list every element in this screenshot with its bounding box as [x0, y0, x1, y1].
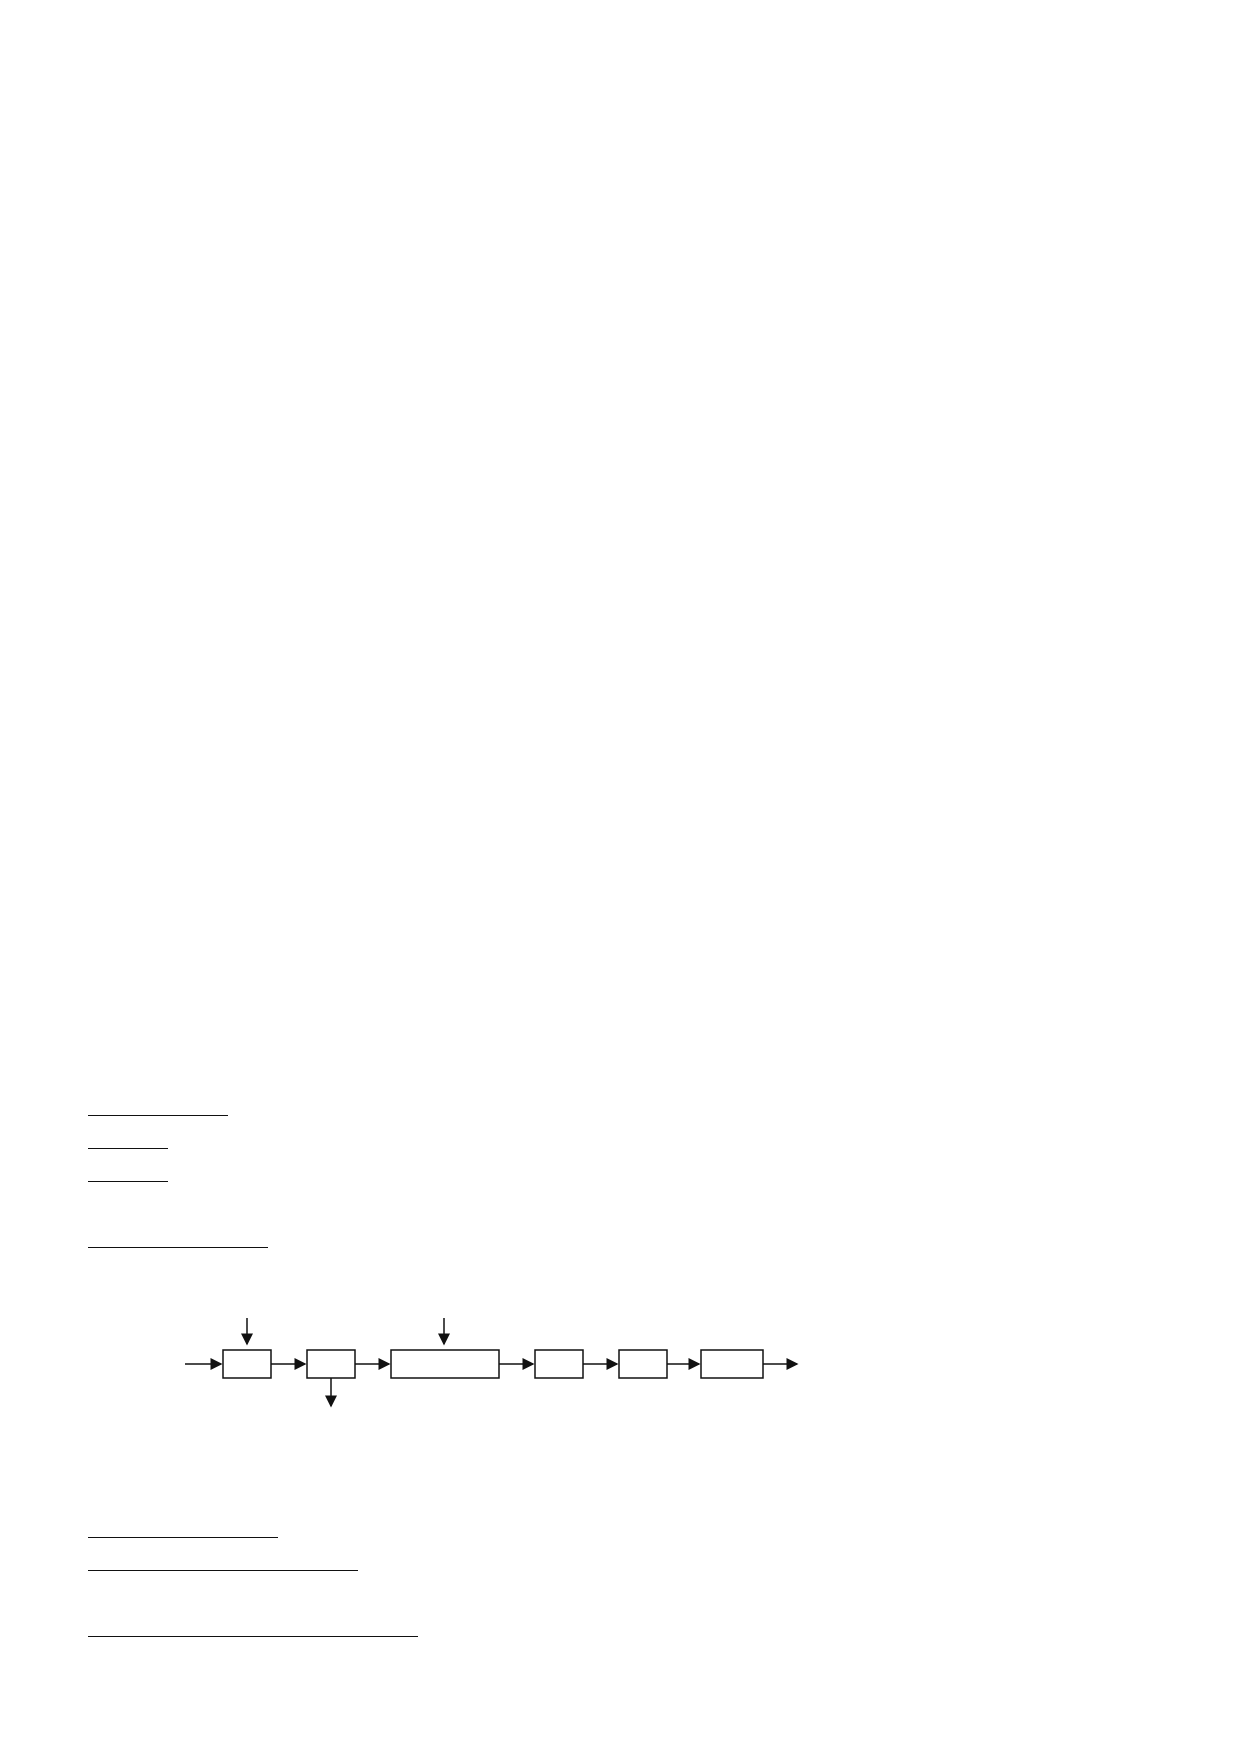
answer-blank[interactable] [88, 1130, 168, 1149]
process-flow-diagram [95, 1292, 945, 1437]
answer-blank[interactable] [88, 1163, 168, 1182]
q26-part1 [88, 1097, 228, 1123]
q27-part1-line2 [88, 1519, 278, 1545]
answer-blank[interactable] [88, 1519, 278, 1538]
answer-blank[interactable] [168, 1229, 268, 1248]
q27-part2 [88, 1552, 358, 1578]
conversion-chart [420, 220, 840, 410]
q26-part2 [88, 1130, 168, 1156]
q26-part3-cont [88, 1229, 268, 1255]
answer-blank[interactable] [88, 1552, 358, 1571]
answer-blank[interactable] [88, 1229, 168, 1248]
answer-blank[interactable] [168, 1097, 228, 1116]
q26-part2-cont [88, 1163, 168, 1189]
answer-blank[interactable] [88, 1618, 418, 1637]
q27-part3-line2 [88, 1618, 418, 1644]
answer-blank[interactable] [88, 1097, 168, 1116]
